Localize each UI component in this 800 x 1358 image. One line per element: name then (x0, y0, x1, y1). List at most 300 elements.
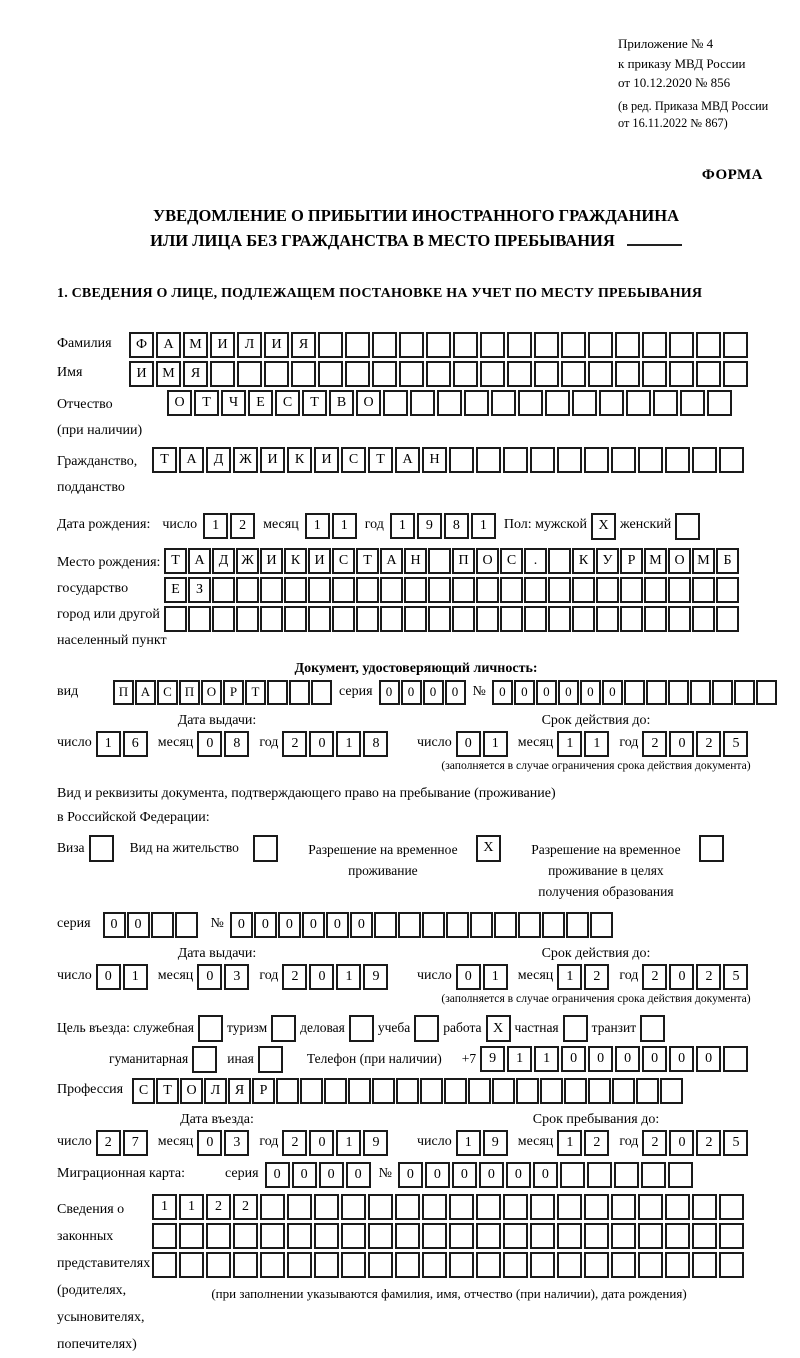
form-cell[interactable] (723, 1046, 748, 1072)
temp-residence-checkbox[interactable]: X (476, 835, 501, 862)
form-cell[interactable] (464, 390, 489, 416)
form-cell[interactable]: 0 (558, 680, 579, 705)
form-cell[interactable] (611, 1223, 636, 1249)
form-cell[interactable]: Р (223, 680, 244, 705)
form-cell[interactable]: 1 (336, 964, 361, 990)
form-cell[interactable] (503, 1223, 528, 1249)
purpose-tourism-checkbox[interactable] (271, 1015, 296, 1042)
form-cell[interactable]: 0 (580, 680, 601, 705)
form-cell[interactable] (548, 548, 571, 574)
form-cell[interactable] (341, 1252, 366, 1278)
form-cell[interactable]: 0 (292, 1162, 317, 1188)
form-cell[interactable] (503, 1194, 528, 1220)
form-cell[interactable]: 0 (302, 912, 325, 938)
form-cell[interactable]: А (135, 680, 156, 705)
form-cell[interactable] (540, 1078, 563, 1104)
form-cell[interactable]: А (179, 447, 204, 473)
form-cell[interactable] (284, 577, 307, 603)
form-cell[interactable] (476, 1252, 501, 1278)
form-cell[interactable] (596, 577, 619, 603)
form-cell[interactable] (318, 332, 343, 358)
form-cell[interactable] (164, 606, 187, 632)
form-cell[interactable]: А (156, 332, 181, 358)
form-cell[interactable]: 2 (642, 731, 667, 757)
form-cell[interactable] (453, 332, 478, 358)
form-cell[interactable] (428, 577, 451, 603)
form-cell[interactable]: Д (212, 548, 235, 574)
form-cell[interactable]: 1 (203, 513, 228, 539)
form-cell[interactable] (692, 1223, 717, 1249)
form-cell[interactable]: 1 (471, 513, 496, 539)
form-cell[interactable] (449, 1194, 474, 1220)
purpose-official-checkbox[interactable] (198, 1015, 223, 1042)
form-cell[interactable]: 5 (723, 731, 748, 757)
form-cell[interactable] (428, 606, 451, 632)
form-cell[interactable]: Т (156, 1078, 179, 1104)
form-cell[interactable] (264, 361, 289, 387)
form-cell[interactable]: 0 (398, 1162, 423, 1188)
form-cell[interactable] (624, 680, 645, 705)
form-cell[interactable] (348, 1078, 371, 1104)
form-cell[interactable] (668, 606, 691, 632)
form-cell[interactable] (356, 606, 379, 632)
form-cell[interactable] (233, 1223, 258, 1249)
form-cell[interactable]: . (524, 548, 547, 574)
form-cell[interactable]: 8 (363, 731, 388, 757)
form-cell[interactable]: Н (404, 548, 427, 574)
form-cell[interactable]: 0 (514, 680, 535, 705)
form-cell[interactable] (453, 361, 478, 387)
form-cell[interactable] (518, 912, 541, 938)
form-cell[interactable]: 1 (123, 964, 148, 990)
form-cell[interactable] (476, 447, 501, 473)
form-cell[interactable]: У (596, 548, 619, 574)
form-cell[interactable] (356, 577, 379, 603)
form-cell[interactable]: 1 (152, 1194, 177, 1220)
form-cell[interactable] (584, 1194, 609, 1220)
form-cell[interactable] (716, 577, 739, 603)
form-cell[interactable] (669, 332, 694, 358)
form-cell[interactable] (260, 1252, 285, 1278)
form-cell[interactable] (291, 361, 316, 387)
form-cell[interactable]: Е (164, 577, 187, 603)
form-cell[interactable] (404, 577, 427, 603)
form-cell[interactable]: 2 (642, 964, 667, 990)
form-cell[interactable] (548, 577, 571, 603)
form-cell[interactable] (638, 1252, 663, 1278)
form-cell[interactable] (260, 577, 283, 603)
form-cell[interactable] (151, 912, 174, 938)
form-cell[interactable]: Е (248, 390, 273, 416)
form-cell[interactable]: 5 (723, 964, 748, 990)
form-cell[interactable] (318, 361, 343, 387)
form-cell[interactable]: С (500, 548, 523, 574)
form-cell[interactable] (719, 1223, 744, 1249)
form-cell[interactable] (644, 577, 667, 603)
form-cell[interactable]: 0 (401, 680, 422, 705)
form-cell[interactable] (399, 361, 424, 387)
form-cell[interactable]: 3 (224, 964, 249, 990)
form-cell[interactable]: А (380, 548, 403, 574)
gender-female-checkbox[interactable] (675, 513, 700, 540)
form-cell[interactable] (341, 1194, 366, 1220)
form-cell[interactable] (557, 1252, 582, 1278)
temp-residence-edu-checkbox[interactable] (699, 835, 724, 862)
form-cell[interactable]: 0 (197, 964, 222, 990)
form-cell[interactable]: П (113, 680, 134, 705)
form-cell[interactable] (188, 606, 211, 632)
form-cell[interactable] (756, 680, 777, 705)
form-cell[interactable]: 1 (96, 731, 121, 757)
form-cell[interactable] (641, 1162, 666, 1188)
form-cell[interactable] (557, 447, 582, 473)
form-cell[interactable] (287, 1252, 312, 1278)
purpose-study-checkbox[interactable] (414, 1015, 439, 1042)
form-cell[interactable] (404, 606, 427, 632)
form-cell[interactable]: И (260, 548, 283, 574)
purpose-business-checkbox[interactable] (349, 1015, 374, 1042)
form-cell[interactable] (696, 332, 721, 358)
form-cell[interactable] (476, 1223, 501, 1249)
form-cell[interactable]: 0 (588, 1046, 613, 1072)
form-cell[interactable] (530, 1223, 555, 1249)
form-cell[interactable] (372, 361, 397, 387)
form-cell[interactable] (653, 390, 678, 416)
form-cell[interactable] (734, 680, 755, 705)
form-cell[interactable]: 0 (379, 680, 400, 705)
form-cell[interactable]: 1 (557, 1130, 582, 1156)
form-cell[interactable]: 2 (696, 964, 721, 990)
form-cell[interactable]: О (180, 1078, 203, 1104)
form-cell[interactable]: 0 (669, 731, 694, 757)
form-cell[interactable] (524, 606, 547, 632)
form-cell[interactable]: 0 (254, 912, 277, 938)
form-cell[interactable]: 2 (584, 1130, 609, 1156)
form-cell[interactable] (446, 912, 469, 938)
form-cell[interactable] (494, 912, 517, 938)
form-cell[interactable] (680, 390, 705, 416)
form-cell[interactable] (492, 1078, 515, 1104)
form-cell[interactable] (470, 912, 493, 938)
form-cell[interactable] (422, 912, 445, 938)
form-cell[interactable]: 0 (319, 1162, 344, 1188)
form-cell[interactable]: 2 (206, 1194, 231, 1220)
form-cell[interactable] (719, 1252, 744, 1278)
form-cell[interactable]: 1 (390, 513, 415, 539)
form-cell[interactable] (308, 577, 331, 603)
form-cell[interactable]: 0 (669, 1130, 694, 1156)
form-cell[interactable] (668, 577, 691, 603)
form-cell[interactable] (368, 1194, 393, 1220)
form-cell[interactable] (332, 577, 355, 603)
form-cell[interactable]: М (183, 332, 208, 358)
form-cell[interactable] (588, 361, 613, 387)
form-cell[interactable]: Л (237, 332, 262, 358)
form-cell[interactable] (372, 332, 397, 358)
form-cell[interactable] (611, 447, 636, 473)
form-cell[interactable] (206, 1223, 231, 1249)
form-cell[interactable]: 0 (425, 1162, 450, 1188)
form-cell[interactable]: 1 (336, 1130, 361, 1156)
form-cell[interactable] (692, 447, 717, 473)
form-cell[interactable]: Р (620, 548, 643, 574)
form-cell[interactable]: Р (252, 1078, 275, 1104)
form-cell[interactable]: 0 (197, 1130, 222, 1156)
form-cell[interactable]: Б (716, 548, 739, 574)
form-cell[interactable]: 0 (265, 1162, 290, 1188)
form-cell[interactable]: 2 (282, 964, 307, 990)
form-cell[interactable] (542, 912, 565, 938)
form-cell[interactable] (503, 447, 528, 473)
form-cell[interactable] (584, 1223, 609, 1249)
form-cell[interactable] (449, 1252, 474, 1278)
form-cell[interactable] (669, 361, 694, 387)
form-cell[interactable]: С (275, 390, 300, 416)
form-cell[interactable] (449, 447, 474, 473)
form-cell[interactable]: Т (194, 390, 219, 416)
form-cell[interactable]: 0 (445, 680, 466, 705)
form-cell[interactable] (561, 332, 586, 358)
form-cell[interactable] (638, 447, 663, 473)
form-cell[interactable]: И (314, 447, 339, 473)
form-cell[interactable] (410, 390, 435, 416)
form-cell[interactable] (287, 1194, 312, 1220)
form-cell[interactable] (368, 1223, 393, 1249)
form-cell[interactable]: 9 (363, 964, 388, 990)
form-cell[interactable] (719, 1194, 744, 1220)
form-cell[interactable] (480, 332, 505, 358)
form-cell[interactable]: 0 (309, 731, 334, 757)
form-cell[interactable] (300, 1078, 323, 1104)
form-cell[interactable] (560, 1162, 585, 1188)
form-cell[interactable] (723, 332, 748, 358)
form-cell[interactable] (665, 1252, 690, 1278)
form-cell[interactable]: Т (302, 390, 327, 416)
form-cell[interactable] (611, 1252, 636, 1278)
form-cell[interactable]: 0 (452, 1162, 477, 1188)
form-cell[interactable] (500, 606, 523, 632)
form-cell[interactable] (452, 606, 475, 632)
form-cell[interactable]: О (167, 390, 192, 416)
form-cell[interactable]: А (188, 548, 211, 574)
form-cell[interactable] (620, 577, 643, 603)
form-cell[interactable]: 1 (557, 964, 582, 990)
form-cell[interactable]: 2 (696, 1130, 721, 1156)
form-cell[interactable]: 2 (233, 1194, 258, 1220)
form-cell[interactable] (530, 1252, 555, 1278)
form-cell[interactable]: 0 (602, 680, 623, 705)
form-cell[interactable] (668, 680, 689, 705)
form-cell[interactable]: Л (204, 1078, 227, 1104)
form-cell[interactable]: И (308, 548, 331, 574)
form-cell[interactable] (692, 606, 715, 632)
form-cell[interactable] (561, 361, 586, 387)
form-cell[interactable] (596, 606, 619, 632)
form-cell[interactable] (398, 912, 421, 938)
form-cell[interactable]: 1 (305, 513, 330, 539)
form-cell[interactable]: К (284, 548, 307, 574)
form-cell[interactable]: М (156, 361, 181, 387)
form-cell[interactable] (426, 361, 451, 387)
form-cell[interactable] (311, 680, 332, 705)
form-cell[interactable] (665, 447, 690, 473)
form-cell[interactable]: 3 (224, 1130, 249, 1156)
form-cell[interactable] (642, 332, 667, 358)
form-cell[interactable]: С (332, 548, 355, 574)
gender-male-checkbox[interactable]: X (591, 513, 616, 540)
form-cell[interactable] (545, 390, 570, 416)
form-cell[interactable] (395, 1223, 420, 1249)
form-cell[interactable] (503, 1252, 528, 1278)
form-cell[interactable] (422, 1223, 447, 1249)
form-cell[interactable] (476, 577, 499, 603)
form-cell[interactable] (236, 606, 259, 632)
form-cell[interactable] (212, 577, 235, 603)
form-cell[interactable]: А (395, 447, 420, 473)
form-cell[interactable] (380, 577, 403, 603)
form-cell[interactable]: 8 (224, 731, 249, 757)
residence-permit-checkbox[interactable] (253, 835, 278, 862)
form-cell[interactable] (719, 447, 744, 473)
form-cell[interactable] (530, 447, 555, 473)
form-cell[interactable]: З (188, 577, 211, 603)
form-cell[interactable] (260, 1223, 285, 1249)
form-cell[interactable] (642, 361, 667, 387)
form-cell[interactable]: 0 (197, 731, 222, 757)
form-cell[interactable] (584, 447, 609, 473)
form-cell[interactable]: С (132, 1078, 155, 1104)
form-cell[interactable] (516, 1078, 539, 1104)
form-cell[interactable]: 0 (309, 1130, 334, 1156)
form-cell[interactable] (345, 332, 370, 358)
form-cell[interactable]: В (329, 390, 354, 416)
form-cell[interactable]: 1 (507, 1046, 532, 1072)
form-cell[interactable]: 2 (584, 964, 609, 990)
form-cell[interactable]: 0 (536, 680, 557, 705)
form-cell[interactable] (428, 548, 451, 574)
form-cell[interactable] (620, 606, 643, 632)
form-cell[interactable] (638, 1223, 663, 1249)
form-cell[interactable] (444, 1078, 467, 1104)
form-cell[interactable] (480, 361, 505, 387)
form-cell[interactable]: О (476, 548, 499, 574)
form-cell[interactable] (260, 1194, 285, 1220)
form-cell[interactable]: Н (422, 447, 447, 473)
form-cell[interactable] (692, 1252, 717, 1278)
form-cell[interactable] (588, 332, 613, 358)
form-cell[interactable]: 0 (456, 964, 481, 990)
form-cell[interactable] (566, 912, 589, 938)
form-cell[interactable]: О (201, 680, 222, 705)
form-cell[interactable]: 0 (350, 912, 373, 938)
form-cell[interactable]: 0 (506, 1162, 531, 1188)
form-cell[interactable]: К (572, 548, 595, 574)
form-cell[interactable]: 1 (483, 731, 508, 757)
form-cell[interactable] (420, 1078, 443, 1104)
form-cell[interactable] (345, 361, 370, 387)
form-cell[interactable] (572, 606, 595, 632)
form-cell[interactable]: 0 (479, 1162, 504, 1188)
form-cell[interactable]: П (452, 548, 475, 574)
form-cell[interactable] (584, 1252, 609, 1278)
form-cell[interactable] (422, 1252, 447, 1278)
form-cell[interactable] (396, 1078, 419, 1104)
form-cell[interactable] (284, 606, 307, 632)
form-cell[interactable] (615, 332, 640, 358)
form-cell[interactable] (696, 361, 721, 387)
form-cell[interactable]: Ф (129, 332, 154, 358)
purpose-humanitarian-checkbox[interactable] (192, 1046, 217, 1073)
form-cell[interactable] (557, 1223, 582, 1249)
purpose-transit-checkbox[interactable] (640, 1015, 665, 1042)
form-cell[interactable]: 0 (103, 912, 126, 938)
form-cell[interactable]: 0 (230, 912, 253, 938)
form-cell[interactable]: 0 (346, 1162, 371, 1188)
form-cell[interactable] (587, 1162, 612, 1188)
form-cell[interactable]: 8 (444, 513, 469, 539)
form-cell[interactable] (308, 606, 331, 632)
form-cell[interactable]: 1 (336, 731, 361, 757)
form-cell[interactable]: 6 (123, 731, 148, 757)
form-cell[interactable] (638, 1194, 663, 1220)
form-cell[interactable] (212, 606, 235, 632)
form-cell[interactable] (236, 577, 259, 603)
purpose-private-checkbox[interactable] (563, 1015, 588, 1042)
form-cell[interactable]: О (356, 390, 381, 416)
form-cell[interactable]: 0 (669, 964, 694, 990)
form-cell[interactable] (206, 1252, 231, 1278)
form-cell[interactable]: 0 (561, 1046, 586, 1072)
form-cell[interactable] (341, 1223, 366, 1249)
form-cell[interactable]: Я (228, 1078, 251, 1104)
form-cell[interactable] (692, 577, 715, 603)
form-cell[interactable]: И (264, 332, 289, 358)
form-cell[interactable] (588, 1078, 611, 1104)
form-cell[interactable] (614, 1162, 639, 1188)
form-cell[interactable]: 0 (696, 1046, 721, 1072)
form-cell[interactable] (399, 332, 424, 358)
form-cell[interactable]: 0 (642, 1046, 667, 1072)
form-cell[interactable] (690, 680, 711, 705)
form-cell[interactable]: 1 (534, 1046, 559, 1072)
form-cell[interactable]: 1 (483, 964, 508, 990)
form-cell[interactable]: 2 (230, 513, 255, 539)
form-cell[interactable] (636, 1078, 659, 1104)
form-cell[interactable] (237, 361, 262, 387)
form-cell[interactable] (395, 1252, 420, 1278)
form-cell[interactable]: И (260, 447, 285, 473)
form-cell[interactable] (665, 1223, 690, 1249)
form-cell[interactable]: 0 (278, 912, 301, 938)
form-cell[interactable] (422, 1194, 447, 1220)
form-cell[interactable] (468, 1078, 491, 1104)
form-cell[interactable] (437, 390, 462, 416)
form-cell[interactable] (646, 680, 667, 705)
form-cell[interactable]: 0 (127, 912, 150, 938)
form-cell[interactable]: 2 (96, 1130, 121, 1156)
form-cell[interactable]: 2 (282, 1130, 307, 1156)
form-cell[interactable]: 9 (363, 1130, 388, 1156)
form-cell[interactable] (716, 606, 739, 632)
form-cell[interactable] (476, 1194, 501, 1220)
form-cell[interactable] (507, 332, 532, 358)
form-cell[interactable] (449, 1223, 474, 1249)
form-cell[interactable] (665, 1194, 690, 1220)
form-cell[interactable] (152, 1252, 177, 1278)
form-cell[interactable] (175, 912, 198, 938)
form-cell[interactable]: 1 (557, 731, 582, 757)
form-cell[interactable]: Т (356, 548, 379, 574)
